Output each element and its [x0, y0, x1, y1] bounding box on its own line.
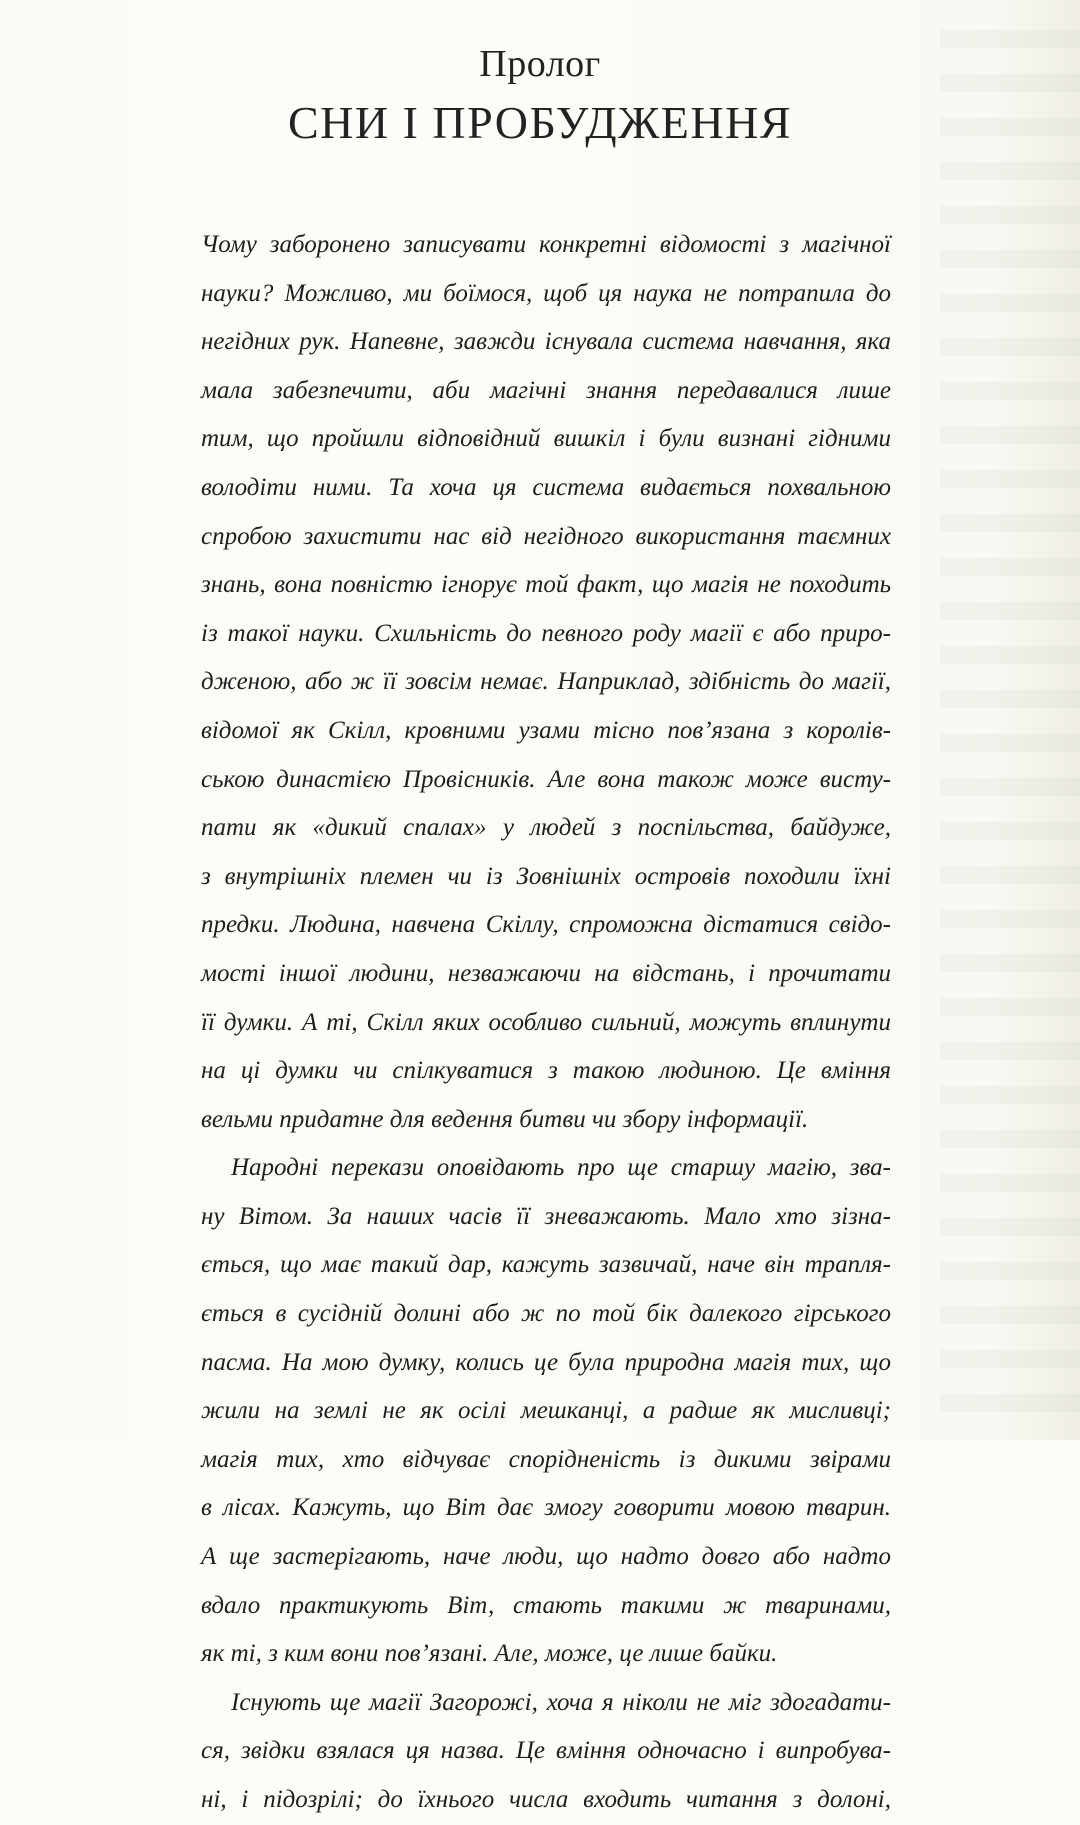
text-line: Чому заборонено записувати конкретні відомості з магічної: [201, 231, 891, 258]
text-line: магія тих, хто відчуває спорідненість із дикими звірами: [201, 1445, 891, 1473]
text-line: як ті, з ким вони пов’язані. Але, може, це лише байки.: [201, 1640, 778, 1668]
text-line: предки. Людина, навчена Скіллу, спроможна дістатися свідо-: [201, 911, 891, 939]
prologue-label: Пролог: [479, 43, 601, 85]
text-line: науки? Можливо, ми боїмося, щоб ця наука не потрапила до: [201, 279, 891, 307]
text-line: ською династією Провісників. Але вона також може висту-: [201, 765, 891, 793]
text-line: володіти ними. Та хоча ця система видається похвальною: [201, 473, 891, 501]
text-line: пасма. На мою думку, колись це була природна магія тих, що: [201, 1348, 891, 1376]
text-line: в лісах. Кажуть, що Віт дає змогу говорити мовою тварин.: [201, 1494, 891, 1522]
chapter-title: СНИ І ПРОБУДЖЕННЯ: [287, 97, 793, 148]
text-line: із такої науки. Схильність до певного роду магії є або приро-: [201, 619, 891, 647]
text-line: на ці думки чи спілкуватися з такою людиною. Це вміння: [201, 1057, 891, 1085]
text-line: ні, і підозрілі; до їхнього числа входить читання з долоні,: [201, 1786, 891, 1813]
text-line: з внутрішніх племен чи із Зовнішніх островів походили їхні: [201, 862, 891, 890]
text-line: вельми придатне для ведення битви чи збору інформації.: [201, 1105, 809, 1133]
text-line: вдало практикують Віт, стають такими ж тваринами,: [201, 1591, 891, 1619]
text-line: мала забезпечити, аби магічні знання передавалися лише: [201, 376, 891, 404]
text-line: пати як «дикий спалах» у людей з поспільства, байдуже,: [201, 814, 891, 842]
text-line: мості іншої людини, незважаючи на відстань, і прочитати: [201, 959, 891, 987]
text-line: її думки. А ті, Скілл яких особливо сильний, можуть вплинути: [201, 1008, 891, 1036]
text-line: негідних рук. Напевне, завжди існувала система навчання, яка: [201, 328, 891, 356]
text-line: тим, що пройшли відповідний вишкіл і були визнані гідними: [201, 425, 891, 453]
text-line: Народні перекази оповідають про ще старшу магію, зва-: [231, 1154, 891, 1182]
text-line: ну Вітом. За наших часів її зневажають. Мало хто зізна-: [201, 1202, 891, 1230]
text-line: ся, звідки взялася ця назва. Це вміння одночасно і випробува-: [201, 1737, 891, 1765]
text-line: ється, що має такий дар, кажуть зазвичай, наче він трапля-: [201, 1251, 891, 1279]
text-line: спробою захистити нас від негідного використання таємних: [201, 522, 891, 550]
text-line: відомої як Скілл, кровними узами тісно пов’язана з королів-: [201, 716, 891, 744]
text-line: ється в сусідній долині або ж по той бік далекого гірського: [201, 1300, 891, 1328]
text-line: А ще застерігають, наче люди, що надто довго або надто: [201, 1543, 891, 1571]
text-line: жили на землі не як осілі мешканці, а радше як мисливці;: [201, 1397, 891, 1425]
bleed-through-texture: [940, 30, 1080, 1430]
body-text: [201, 221, 891, 1825]
text-line: дженою, або ж її зовсім немає. Наприклад, здібність до магії,: [201, 668, 891, 696]
text-line: знань, вона повністю ігнорує той факт, що магія не походить: [201, 571, 891, 599]
text-line: Існують ще магії Загорожі, хоча я ніколи не міг здогадати-: [231, 1688, 891, 1716]
